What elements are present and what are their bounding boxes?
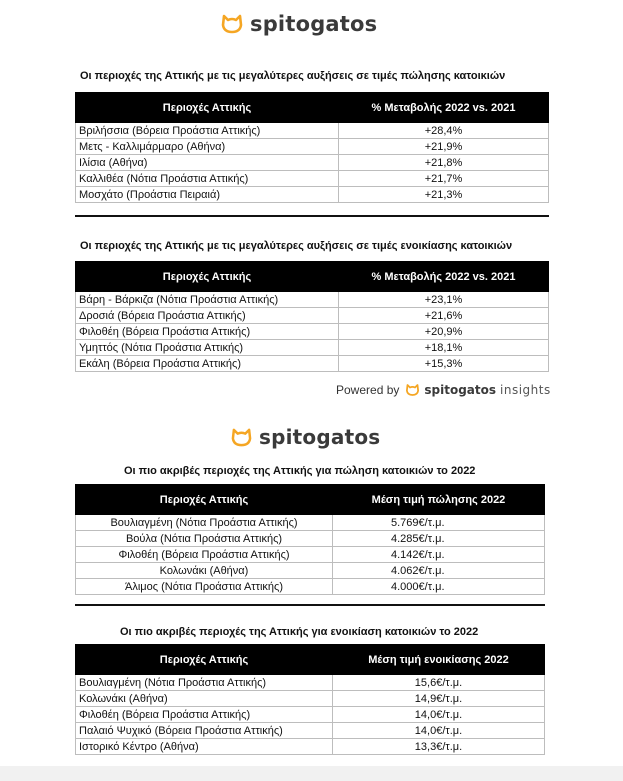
area-cell: Φιλοθέη (Βόρεια Προάστια Αττικής) xyxy=(76,547,333,563)
section-title-rent-increase: Οι περιοχές της Αττικής με τις μεγαλύτερες αυξήσεις σε τιμές ενοικίασης κατοικιών xyxy=(80,240,513,252)
table-row xyxy=(76,356,549,372)
section-divider xyxy=(75,215,549,217)
column-header-price: Μέση τιμή ενοικίασης 2022 xyxy=(333,645,545,675)
table-row xyxy=(76,563,545,579)
area-cell: Κολωνάκι (Αθήνα) xyxy=(76,563,333,579)
value-cell: 4.285€/τ.μ. xyxy=(333,531,545,547)
column-header-price: Μέση τιμή πώλησης 2022 xyxy=(333,485,545,515)
area-cell: Κολωνάκι (Αθήνα) xyxy=(76,691,333,707)
spitogatos-logo-middle xyxy=(230,425,380,449)
value-cell: +21,3% xyxy=(339,187,549,203)
table-row xyxy=(76,579,545,595)
table-row xyxy=(76,547,545,563)
table-row xyxy=(76,691,545,707)
column-header-change: % Μεταβολής 2022 vs. 2021 xyxy=(339,262,549,292)
column-header-area: Περιοχές Αττικής xyxy=(76,93,339,123)
area-cell: Βουλιαγμένη (Νότια Προάστια Αττικής) xyxy=(76,515,333,531)
table-row xyxy=(76,707,545,723)
cat-logo-icon xyxy=(230,427,253,448)
value-cell: 13,3€/τ.μ. xyxy=(333,739,545,755)
area-cell: Βούλα (Νότια Προάστια Αττικής) xyxy=(76,531,333,547)
value-cell: +21,9% xyxy=(339,139,549,155)
powered-brand: spitogatos xyxy=(424,383,497,397)
logo-wordmark: spitogatos xyxy=(259,425,381,449)
table-row xyxy=(76,292,549,308)
powered-by-label: Powered by xyxy=(336,383,400,397)
area-cell: Εκάλη (Βόρεια Προάστια Αττικής) xyxy=(76,356,339,372)
area-cell: Βουλιαγμένη (Νότια Προάστια Αττικής) xyxy=(76,675,333,691)
section-divider xyxy=(75,604,545,606)
area-cell: Βάρη - Βάρκιζα (Νότια Προάστια Αττικής) xyxy=(76,292,339,308)
area-cell: Άλιμος (Νότια Προάστια Αττικής) xyxy=(76,579,333,595)
spitogatos-logo-top xyxy=(220,12,377,36)
table-row xyxy=(76,123,549,139)
value-cell: +21,8% xyxy=(339,155,549,171)
area-cell: Υμηττός (Νότια Προάστια Αττικής) xyxy=(76,340,339,356)
value-cell: +21,7% xyxy=(339,171,549,187)
area-cell: Δροσιά (Βόρεια Προάστια Αττικής) xyxy=(76,308,339,324)
column-header-area: Περιοχές Αττικής xyxy=(76,645,333,675)
table-row xyxy=(76,675,545,691)
table-row xyxy=(76,139,549,155)
area-cell: Μοσχάτο (Προάστια Πειραιά) xyxy=(76,187,339,203)
table-sales-increase xyxy=(75,92,549,203)
table-row xyxy=(76,155,549,171)
table-row xyxy=(76,171,549,187)
table-row xyxy=(76,308,549,324)
area-cell: Ιστορικό Κέντρο (Αθήνα) xyxy=(76,739,333,755)
table-row xyxy=(76,340,549,356)
section-title-priciest-rent: Οι πιο ακριβές περιοχές της Αττικής για ενοικίαση κατοικιών το 2022 xyxy=(120,626,479,638)
table-priciest-sales xyxy=(75,484,545,595)
value-cell: 4.142€/τ.μ. xyxy=(333,547,545,563)
area-cell: Φιλοθέη (Βόρεια Προάστια Αττικής) xyxy=(76,324,339,340)
powered-by xyxy=(336,383,551,397)
value-cell: 4.062€/τ.μ. xyxy=(333,563,545,579)
area-cell: Μετς - Καλλιμάρμαρο (Αθήνα) xyxy=(76,139,339,155)
value-cell: 5.769€/τ.μ. xyxy=(333,515,545,531)
value-cell: +21,6% xyxy=(339,308,549,324)
table-row xyxy=(76,723,545,739)
value-cell: 4.000€/τ.μ. xyxy=(333,579,545,595)
table-priciest-rent xyxy=(75,644,545,755)
table-row xyxy=(76,739,545,755)
value-cell: 15,6€/τ.μ. xyxy=(333,675,545,691)
value-cell: 14,0€/τ.μ. xyxy=(333,707,545,723)
table-row xyxy=(76,187,549,203)
bottom-bar xyxy=(0,766,623,781)
table-rent-increase xyxy=(75,261,549,372)
area-cell: Καλλιθέα (Νότια Προάστια Αττικής) xyxy=(76,171,339,187)
column-header-change: % Μεταβολής 2022 vs. 2021 xyxy=(339,93,549,123)
column-header-area: Περιοχές Αττικής xyxy=(76,485,333,515)
value-cell: +23,1% xyxy=(339,292,549,308)
column-header-area: Περιοχές Αττικής xyxy=(76,262,339,292)
area-cell: Παλαιό Ψυχικό (Βόρεια Προάστια Αττικής) xyxy=(76,723,333,739)
area-cell: Βριλήσσια (Βόρεια Προάστια Αττικής) xyxy=(76,123,339,139)
value-cell: +28,4% xyxy=(339,123,549,139)
value-cell: +18,1% xyxy=(339,340,549,356)
value-cell: 14,0€/τ.μ. xyxy=(333,723,545,739)
logo-wordmark: spitogatos xyxy=(250,12,378,36)
section-title-priciest-sales: Οι πιο ακριβές περιοχές της Αττικής για πώληση κατοικιών το 2022 xyxy=(124,465,476,477)
cat-logo-icon xyxy=(405,383,420,397)
powered-suffix: insights xyxy=(500,383,551,397)
value-cell: +15,3% xyxy=(339,356,549,372)
value-cell: 14,9€/τ.μ. xyxy=(333,691,545,707)
table-row xyxy=(76,515,545,531)
area-cell: Φιλοθέη (Βόρεια Προάστια Αττικής) xyxy=(76,707,333,723)
table-row xyxy=(76,531,545,547)
cat-logo-icon xyxy=(220,13,244,35)
area-cell: Ιλίσια (Αθήνα) xyxy=(76,155,339,171)
table-row xyxy=(76,324,549,340)
value-cell: +20,9% xyxy=(339,324,549,340)
section-title-sales-increase: Οι περιοχές της Αττικής με τις μεγαλύτερες αυξήσεις σε τιμές πώλησης κατοικιών xyxy=(80,70,506,82)
